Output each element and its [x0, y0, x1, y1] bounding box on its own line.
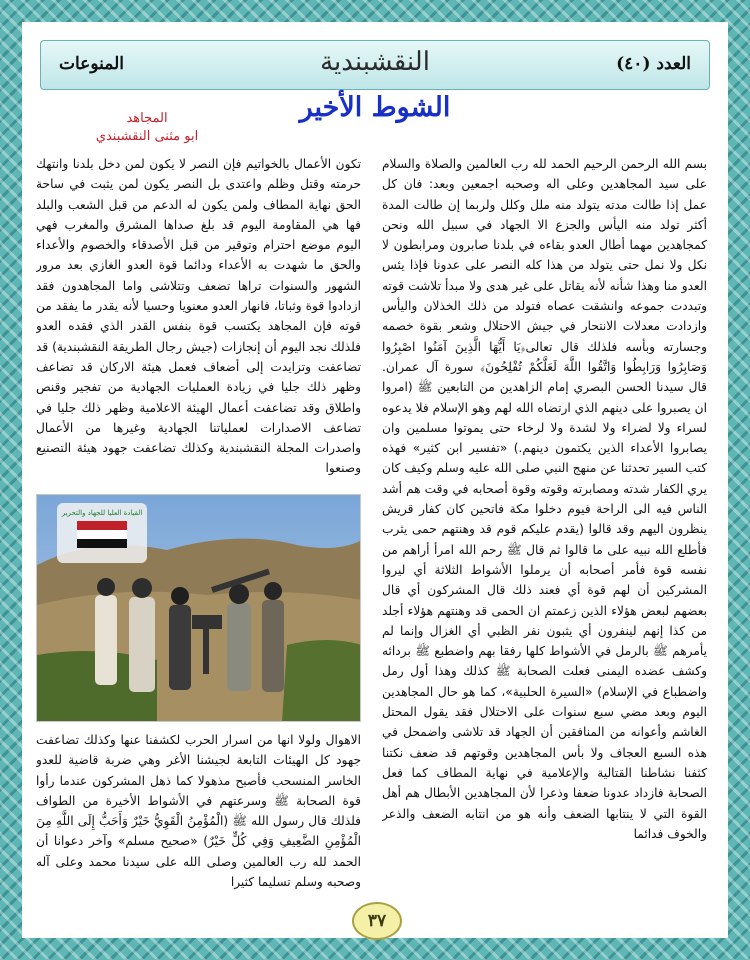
article-title: الشوط الأخير [299, 92, 451, 123]
section-name: المنوعات [59, 54, 124, 74]
author-name: ابو مثنى النقشبندي [95, 129, 199, 144]
issue-number: العدد (٤٠) [616, 54, 691, 74]
magazine-title: النقشبندية [320, 47, 430, 77]
article-column-right [382, 154, 707, 914]
photo-logo-badge [57, 503, 147, 563]
fighters-photo-illustration [37, 495, 361, 722]
bush-right [282, 640, 361, 722]
author-block [62, 110, 232, 146]
author-role: المجاهد [126, 111, 168, 126]
article-text-left-bottom: الاهوال ولولا انها من اسرار الحرب لكشفنا عنها وكذلك تضاعفت جهود كل الهيئات التابعة لجيشنا الأغر وهي ضربة قاضية للعدو الخاسر المنسحب فأصبح مذهولا كما ذهل المشركون عندما رأوا قوة الصحابة ﷺ وسرعتهم في الأشواط الأخيرة من الطواف فلذلك قال رسول الله ﷺ (الْمُؤْمِنُ الْقَوِيُّ خَيْرٌ وَأَحَبُّ إِلَى اللَّهِ مِنَ الْمُؤْمِنِ الضَّعِيفِ وَفِي كُلٍّ خَيْرٌ) «صحيح مسلم» وآخر دعوانا أن الحمد لله رب العالمين وصلى الله على سيدنا محمد وعلى آله وصحبه وسلم تسليما كثيرا [36, 733, 361, 890]
article-column-left-bottom [36, 730, 361, 920]
article-column-left-top [36, 154, 361, 484]
photo-banner-text: القيادة العليا للجهاد والتحرير [61, 509, 143, 517]
page-header [40, 40, 710, 90]
page-content [22, 22, 728, 938]
article-text-right: بسم الله الرحمن الرحيم الحمد لله رب العالمين والصلاة والسلام على سيد المجاهدين وعلى اله وصحبه اجمعين وبعد: فان كل عمل إذا طالت مدته يتولد منه ملل وكلل ولربما إن طالت المدة أكثر تولد منه اليأس والجزع الا الجهاد في سبيل الله ونحن كمجاهدين مهما أطال العدو بقاءه في بلدنا صابرون ومرابطون لا نكل ولا نمل حتى يتولد من هذا كله النصر على عدونا فإذا يئس العدو منا وهذا شأنه لأنه يقاتل على غير هدى ولا مبدأ تلاشت قوته وتبددت جموعه وانشقت عصاه فتولد من ذلك الخذلان واليأس وازدادت معدلات الانتحار في جيش الاحتلال وشعر بقوة خصمه وجسارته وبأسه فلذلك قال تعالى﴿يَا أَيُّهَا الَّذِينَ آمَنُوا اصْبِرُوا وَصَابِرُوا وَرَابِطُوا وَاتَّقُوا اللَّهَ لَعَلَّكُمْ تُفْلِحُونَ﴾ سورة آل عمران. قال سيدنا الحسن البصري إمام الزاهدين من التابعين ﷺ (امروا ان يصبروا على دينهم الذي ارتضاه الله لهم وهو الإسلام فلا يدعوه لسراء ولا لضراء ولا لشدة ولا لرخاء حتى يموتوا مسلمين وان يصابروا الأعداء الذين يكتمون دينهم.) «تفسير ابن كثير» فهذه كتب السير تحدثنا عن منهج النبي صلى الله عليه وسلم وكيف كان يري الكفار شدته ومصابرته وقوته وقوة أصحابه في وقت هم أشد الناس فيه الى الراحة فيوم دخلوا مكة فاتحين كان كفار قريش ينظرون اليهم وقد قالوا (يقدم عليكم قوم قد وهنتهم حمى يثرب فأطلع الله نبيه على ما قالوا ثم قال ﷺ رحم الله امرأ أراهم من نفسه قوة فأمر أصحابه أن يرملوا الأشواط الثلاثة أي ليروا المشركين أن لهم قوة أي فعند ذلك قال المشركون أي قال بعضهم لبعض هؤلاء الذين زعمتم ان الحمى قد وهنتهم هؤلاء أجلد من كذا إنهم لينفرون أي يثبون نفر الظبي أي الغزال وإنما لم يأمرهم ﷺ بالرمل في الأشواط كلها رفقا بهم واضطبع ﷺ بردائه وكشف عضده اليمنى فعلت الصحابة ﷺ كذلك وهذا أول رمل واضطباع في الإسلام) «السيرة الحلبية»، كما هو حال المجاهدين اليوم وبعد مضي سبع سنوات على الاحتلال فقد يقول المحتل الغاشم وأعوانه من المنافقين أن الجهاد قد تلاشى واضمحل في هذه السبع العجاف ولا بأس المجاهدين وقوتهم قد ضعف نكتنا كثفنا نشاطنا القتالية والإعلامية في نهاية المطاف كما فعل الصحابة فازداد عدونا ضعفا وذعرا لأن المجاهدين الأبطال هم أهل القوة التي لا ينتابها الضعف وأنه هو من انتابه الضعف والذعر والخوف فدائما [382, 157, 707, 841]
article-text-left-top: تكون الأعمال بالخواتيم فإن النصر لا يكون لمن دخل بلدنا وانتهك حرمته وقتل وظلم واعتدى بل النصر يكون لمن يثبت في ساحة الحق نهاية المطاف ولمن يكون له الدعم من قبل الشعب والبلد فها هي المقاومة اليوم قد بلغ صداها المشرق والمغرب فهي اليوم موضع احترام وتوقير من قبل الأصدقاء والخصوم والأعداء والحق ما شهدت به الأعداء ودائما قوة العدو الغازي بعد مرور الشهور والسنوات تراها تضعف وتتلاشى واما المجاهدون فقد ازدادوا قوة وثباتا، فانهار العدو معنويا وحسيا لأنه يقدر ما يفقد من قوته فإن المجاهد يكتسب قوة بنفس القدر الذي فقده العدو فلذلك نجد اليوم أن إنجازات (جيش رجال الطريقة النقشبندية) قد تضاعفت وتزايدت إلى أضعاف فعمل هيئة الاركان قد تضاعف وظهر ذلك جليا في زيادة العمليات الجهادية من تفجير وقنص واطلاق وقد تضاعفت أعمال الهيئة الاعلامية وظهر ذلك جليا في تضاعف الاصدارات لعملياتنا الجهادية وغيرها من الأعمال واصدرات المجلة النقشبندية وكذلك تضاعفت جهود هيئة التصنيع وصنعوا [36, 157, 361, 476]
article-photo [36, 494, 361, 722]
page-number: ٣٧ [352, 902, 402, 940]
